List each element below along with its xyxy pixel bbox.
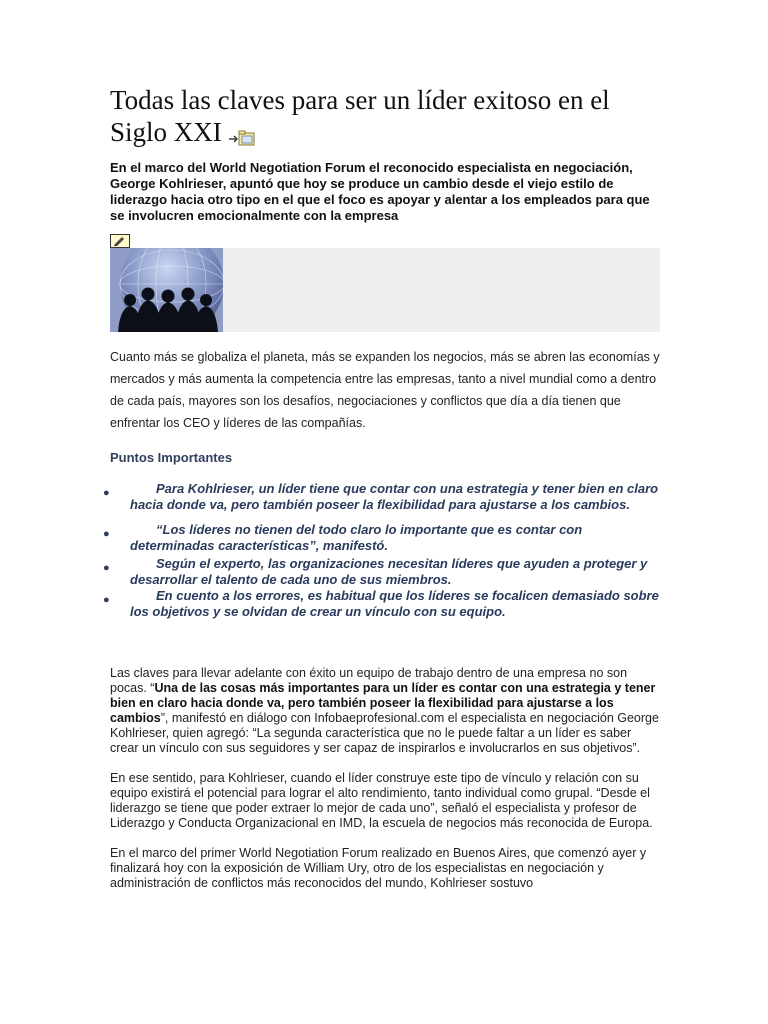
article-paragraph: En el marco del primer World Negotiation Forum realizado en Buenos Aires, que comenzó ayer y finalizará hoy con la exposición de William Ury, otro de los especialistas en negociación y administración de conflictos más reconocidos del mundo, Kohlrieser sostuvo [110,845,647,890]
section-title: Puntos Importantes [110,449,233,465]
list-item [103,555,660,588]
bullet-text: Para Kohlrieser, un líder tiene que contar con una estrategia y tener bien en claro hacia donde va, pero también poseer la flexibilidad para ajustarse a los cambios. [130,480,659,512]
article-image-band [110,248,660,332]
paragraph-bold-text: Una de las cosas más importantes para un líder es contar con una estrategia y tener bien en claro hacia donde va, pero también poseer la flexibilidad para ajustarse a los cambios [110,680,656,725]
article-lead: En el marco del World Negotiation Forum el reconocido especialista en negociación, George Kohlrieser, apuntó que hoy se produce un cambio desde el viejo estilo de liderazgo hacia otro tipo en el que el foco es apoyar y alentar a los empleados para que se involucren emocionalmente con la empresa [110,159,650,223]
paragraph-text: Las claves para llevar adelante con éxito un equipo de trabajo dentro de una empresa no son pocas. “ [110,665,628,695]
article [103,84,660,891]
article-paragraph [110,666,660,756]
bullet-text: “Los líderes no tienen del todo claro lo importante que es contar con determinadas características”, manifestó. [130,521,583,553]
article-title-text: Todas las claves para ser un líder exitoso en el Siglo XXI [110,85,610,147]
bullet-text: Según el experto, las organizaciones necesitan líderes que ayuden a proteger y desarrollar el talento de cada uno de sus miembros. [130,555,648,587]
paragraph-text: ”, manifestó en diálogo con Infobaeprofesional.com el especialista en negociación George Kohlrieser, quien agregó: “La segunda característica que no le puede faltar a un líder es saber crear un vínculo con sus seguidores y ser capaz de inspirarlos e involucrarlos en sus objetivos”. [110,710,659,755]
article-intro: Cuanto más se globaliza el planeta, más se expanden los negocios, más se abren las economías y mercados y más aumenta la competencia entre las empresas, tanto a nivel mundial como a dentro de cada país, mayores son los desafíos, negociaciones y conflictos que día a día tienen que enfrentar los CEO y líderes de las compañías. [110,349,660,430]
edit-pencil-icon[interactable] [110,234,660,246]
key-points-list [103,480,660,620]
bullet-dot-icon: ● [103,561,110,574]
list-item [103,480,660,513]
article-paragraph: En ese sentido, para Kohlrieser, cuando el líder construye este tipo de vínculo y relación con su equipo existirá el potencial para lograr el alto rendimiento, tanto individual como grupal. “Desde el liderazgo se tiene que poder extraer lo mejor de cada uno”, señaló el especialista y profesor de Liderazgo y Conducta Organizacional en IMD, la escuela de negocios más reconocida de Europa. [110,770,653,830]
bullet-text: En cuento a los errores, es habitual que los líderes se focalicen demasiado sobre los objetivos y se olvidan de crear un vínculo con su equipo. [130,587,659,619]
globe-business-people-image [110,248,223,332]
bullet-dot-icon: ● [103,527,110,540]
list-item [103,521,660,554]
arrow-folder-icon[interactable] [228,119,256,151]
bullet-dot-icon: ● [103,486,110,499]
article-title [110,84,660,151]
bullet-dot-icon: ● [103,593,110,606]
list-item [103,587,660,620]
